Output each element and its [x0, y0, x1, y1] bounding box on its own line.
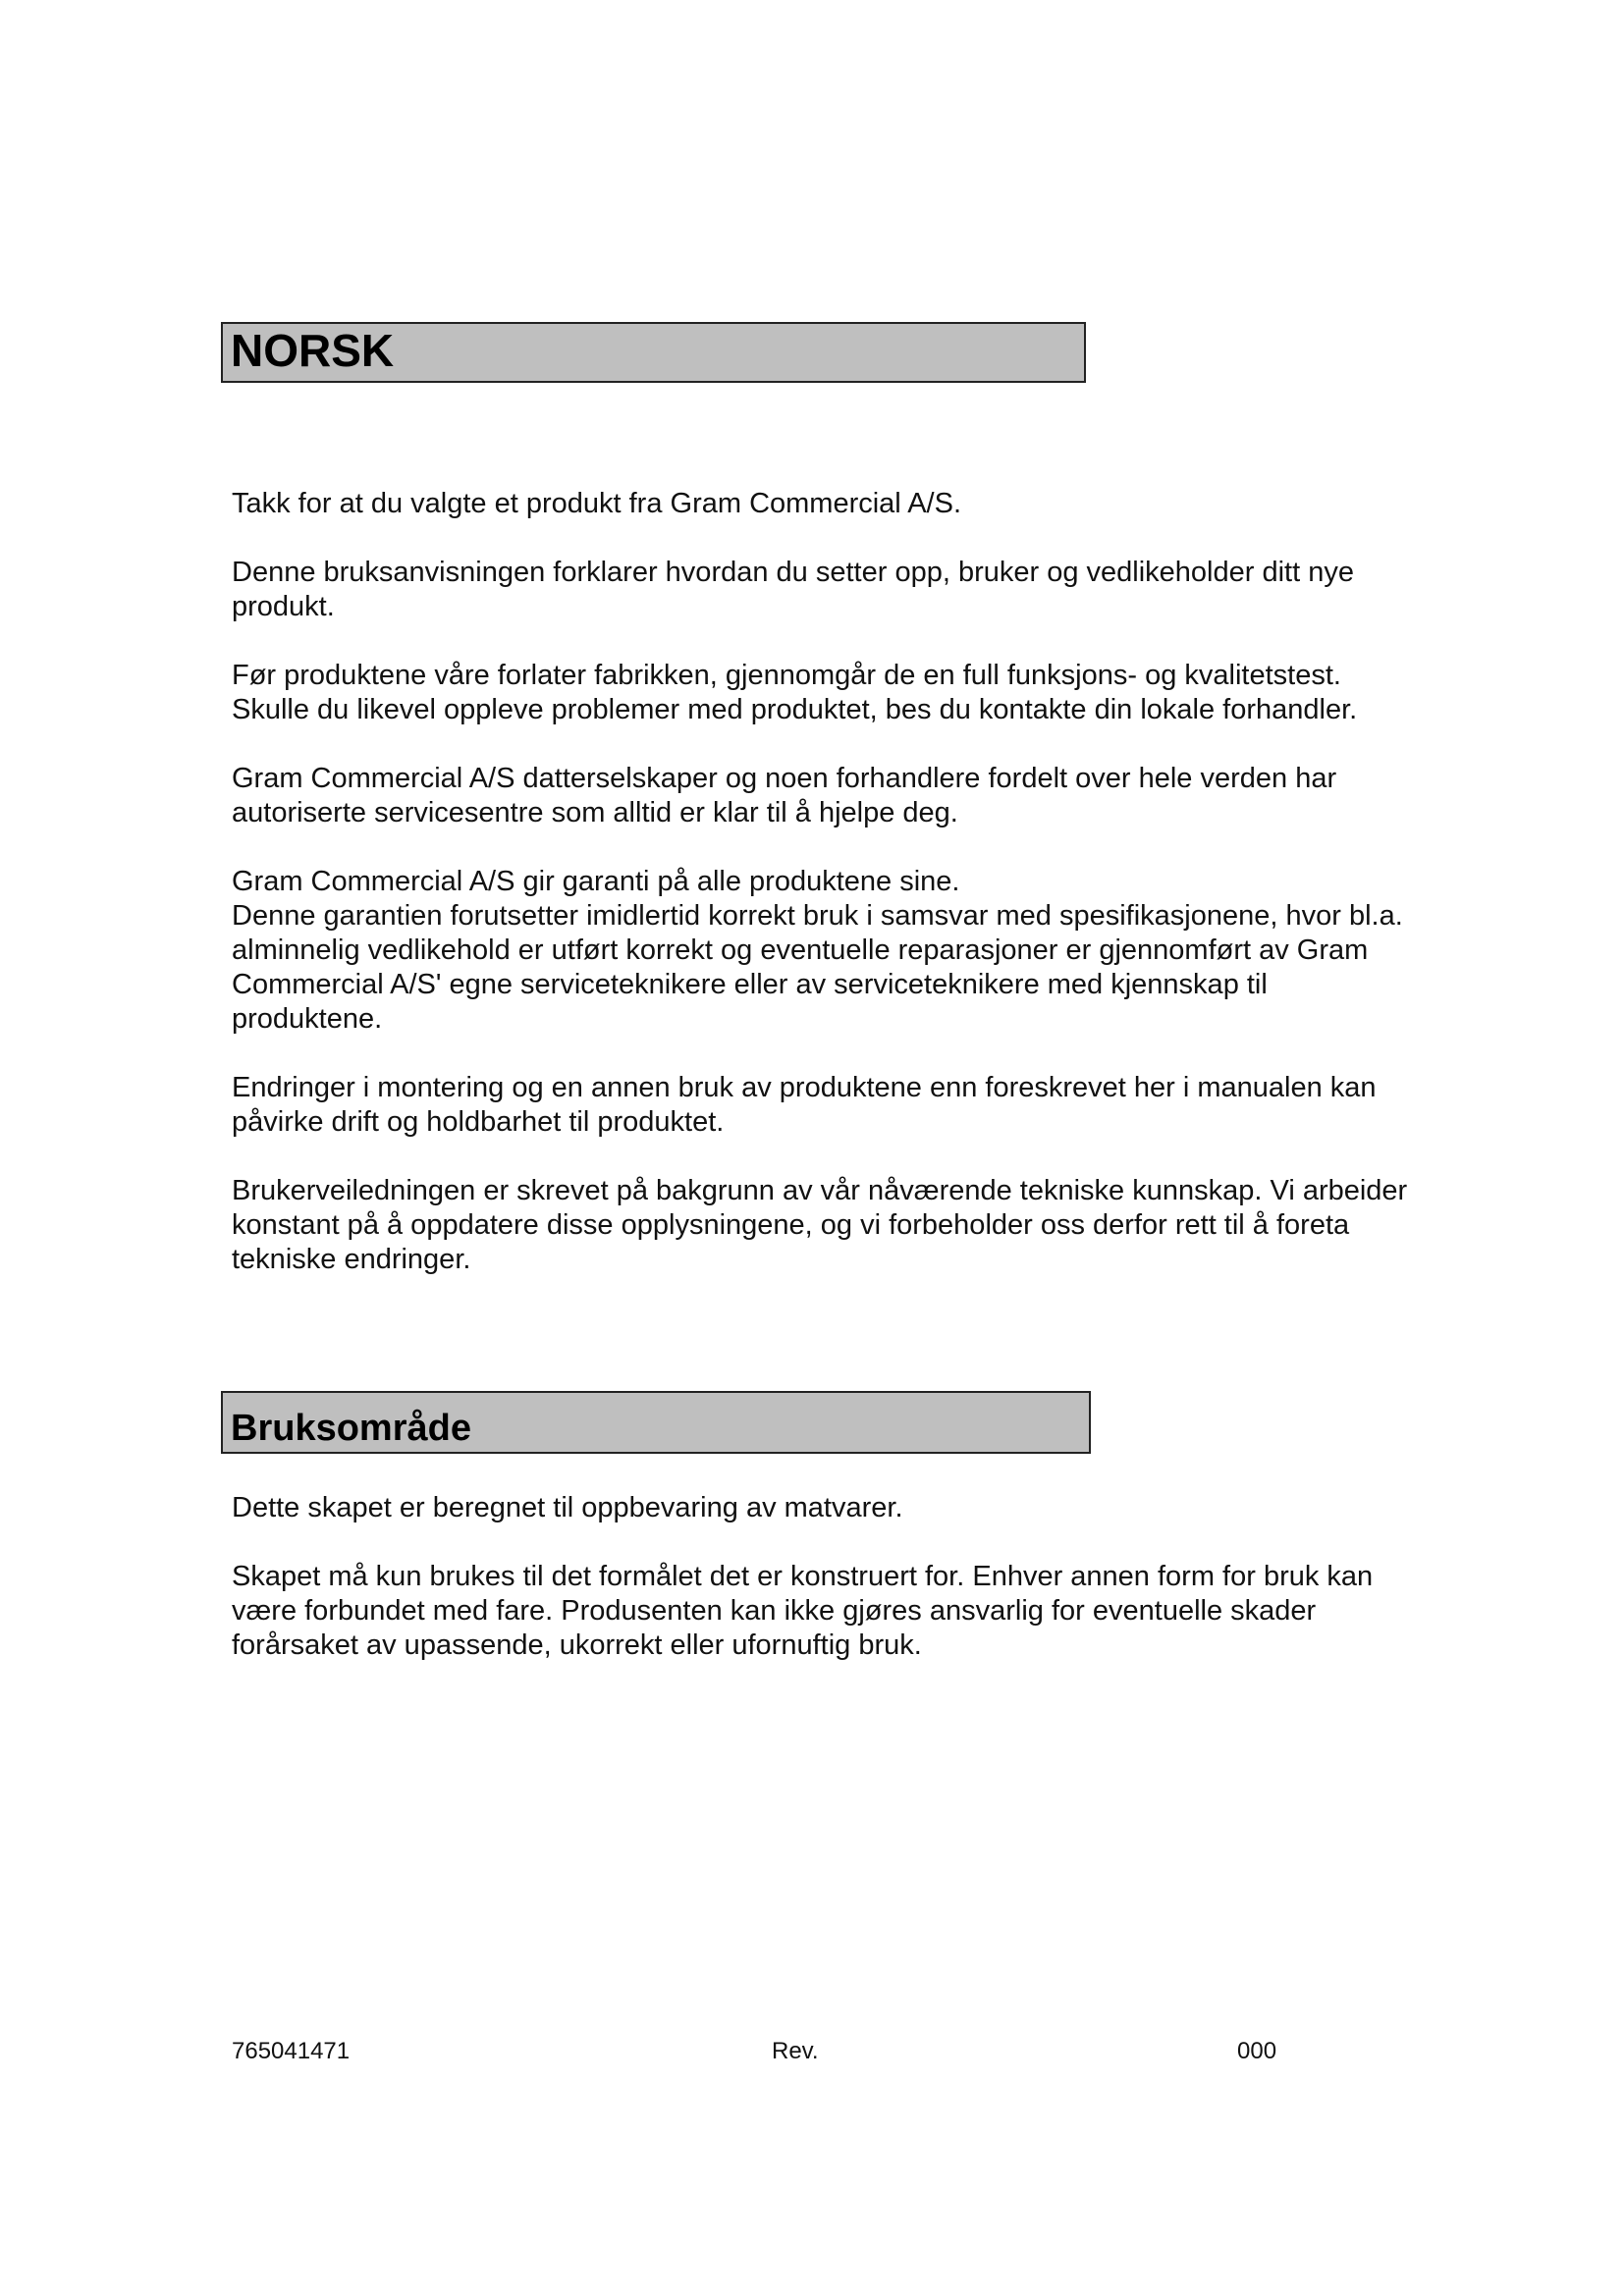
footer-rev-label: Rev. [772, 2038, 819, 2064]
paragraph: Gram Commercial A/S datterselskaper og noen forhandlere fordelt over hele verden har autoriserte servicesentre som alltid er klar til å hjelpe deg. [232, 763, 1337, 828]
footer-doc-number: 765041471 [232, 2038, 351, 2064]
section-header-norsk [221, 322, 1086, 383]
paragraph: Skapet må kun brukes til det formålet det er konstruert for. Enhver annen form for bruk kan være forbundet med fare. Produsenten kan ikke gjøres ansvarlig for eventuelle skader forårsaket av upassende, ukorrekt eller ufornuftig bruk. [232, 1561, 1374, 1661]
paragraph: Gram Commercial A/S gir garanti på alle produktene sine. Denne garantien forutsetter imidlertid korrekt bruk i samsvar med spesifikasjonene, hvor bl.a. alminnelig vedlikehold er utført korrekt og eventuelle reparasjoner er gjennomført av Gram Commercial A/S' egne serviceteknikere eller av serviceteknikere med kjennskap til produktene. [232, 866, 1403, 1035]
paragraph: Endringer i montering og en annen bruk av produktene enn foreskrevet her i manualen kan påvirke drift og holdbarhet til produktet. [232, 1072, 1377, 1138]
section-title: Bruksområde [231, 1408, 471, 1449]
section-header-bruksomrade [221, 1391, 1091, 1454]
paragraph: Takk for at du valgte et produkt fra Gram Commercial A/S. [232, 488, 962, 519]
footer-rev-number: 000 [1237, 2038, 1277, 2064]
section-title: NORSK [231, 325, 395, 376]
paragraph: Før produktene våre forlater fabrikken, gjennomgår de en full funksjons- og kvalitetstest. Skulle du likevel oppleve problemer med produktet, bes du kontakte din lokale forhandler. [232, 660, 1358, 725]
paragraph: Denne bruksanvisningen forklarer hvordan du setter opp, bruker og vedlikeholder ditt nye produkt. [232, 557, 1354, 622]
paragraph: Brukerveiledningen er skrevet på bakgrunn av vår nåværende tekniske kunnskap. Vi arbeider konstant på å oppdatere disse opplysningene, og vi forbeholder oss derfor rett til å foreta tekniske endringer. [232, 1175, 1408, 1275]
paragraph: Dette skapet er beregnet til oppbevaring av matvarer. [232, 1492, 903, 1523]
